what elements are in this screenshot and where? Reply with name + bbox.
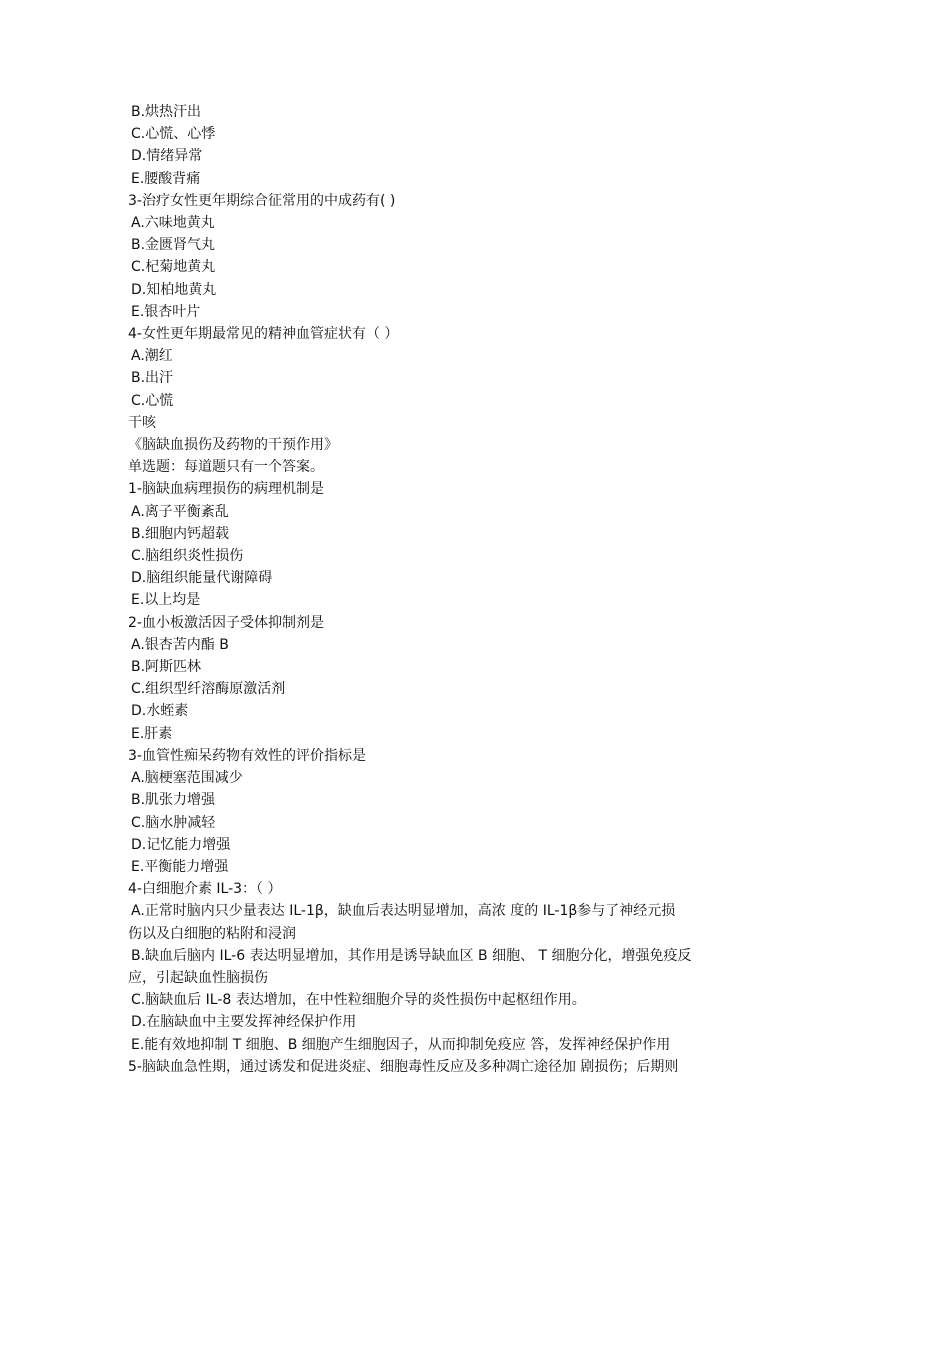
- instructions-line: 单选题：每道题只有一个答案。: [128, 459, 324, 476]
- option-line: E.能有效地抑制 T 细胞、B 细胞产生细胞因子，从而抑制免疫应 答，发挥神经保护作用: [131, 1036, 671, 1053]
- option-continuation: 伤以及白细胞的粘附和浸润: [128, 925, 296, 942]
- question-line: 4-女性更年期最常见的精神血管症状有（ ）: [128, 326, 399, 343]
- option-line: B.细胞内钙超载: [131, 525, 230, 542]
- option-line: E.以上均是: [131, 592, 201, 609]
- option-line: C.杞菊地黄丸: [131, 259, 216, 276]
- option-line: A.六味地黄丸: [131, 215, 215, 232]
- option-continuation: 应，引起缺血性脑损伤: [128, 969, 268, 986]
- question-line: 5-脑缺血急性期，通过诱发和促进炎症、细胞毒性反应及多种凋亡途径加 剧损伤；后期则: [128, 1058, 679, 1075]
- option-line: B.缺血后脑内 IL-6 表达明显增加，其作用是诱导缺血区 B 细胞、 T 细胞分化，增强免疫反: [131, 947, 692, 964]
- option-line: D.在脑缺血中主要发挥神经保护作用: [131, 1014, 357, 1031]
- option-line: C.脑缺血后 IL-8 表达增加，在中性粒细胞介导的炎性损伤中起枢纽作用。: [131, 992, 586, 1009]
- document-body: [128, 101, 728, 1078]
- option-line: D.脑组织能量代谢障碍: [131, 570, 273, 587]
- question-line: 3-血管性痴呆药物有效性的评价指标是: [128, 747, 366, 764]
- section-title: 《脑缺血损伤及药物的干预作用》: [128, 437, 338, 454]
- option-line: A.银杏苦内酯 B: [131, 636, 229, 653]
- text-line: 干咳: [128, 414, 156, 431]
- option-line: D.记忆能力增强: [131, 836, 231, 853]
- option-line: A.离子平衡紊乱: [131, 503, 229, 520]
- option-line: C.脑组织炎性损伤: [131, 548, 244, 565]
- option-line: E.平衡能力增强: [131, 858, 229, 875]
- option-line: A.正常时脑内只少量表达 IL-1β，缺血后表达明显增加，高浓 度的 IL-1β参与了神经元损: [131, 903, 676, 920]
- option-line: C.组织型纤溶酶原激活剂: [131, 681, 286, 698]
- option-line: D.水蛭素: [131, 703, 189, 720]
- option-line: B.肌张力增强: [131, 792, 216, 809]
- option-line: E.银杏叶片: [131, 303, 201, 320]
- option-line: B.烘热汗出: [131, 104, 202, 120]
- option-line: D.知柏地黄丸: [131, 281, 217, 298]
- option-line: E.肝素: [131, 725, 173, 742]
- option-line: C.心慌、心悸: [131, 126, 216, 143]
- question-line: 1-脑缺血病理损伤的病理机制是: [128, 481, 324, 498]
- option-line: C.脑水肿减轻: [131, 814, 216, 831]
- option-line: D.情绪异常: [131, 148, 203, 165]
- question-line: 3-治疗女性更年期综合征常用的中成药有( ): [128, 192, 396, 209]
- question-line: 4-白细胞介素 IL-3：（ ）: [128, 881, 282, 898]
- option-line: C.心慌: [131, 392, 174, 409]
- option-line: A.脑梗塞范围减少: [131, 770, 243, 787]
- option-line: B.阿斯匹林: [131, 659, 202, 676]
- question-line: 2-血小板激活因子受体抑制剂是: [128, 614, 324, 631]
- option-line: B.出汗: [131, 370, 174, 387]
- option-line: B.金匮肾气丸: [131, 237, 216, 254]
- option-line: A.潮红: [131, 348, 173, 365]
- option-line: E.腰酸背痛: [131, 170, 201, 187]
